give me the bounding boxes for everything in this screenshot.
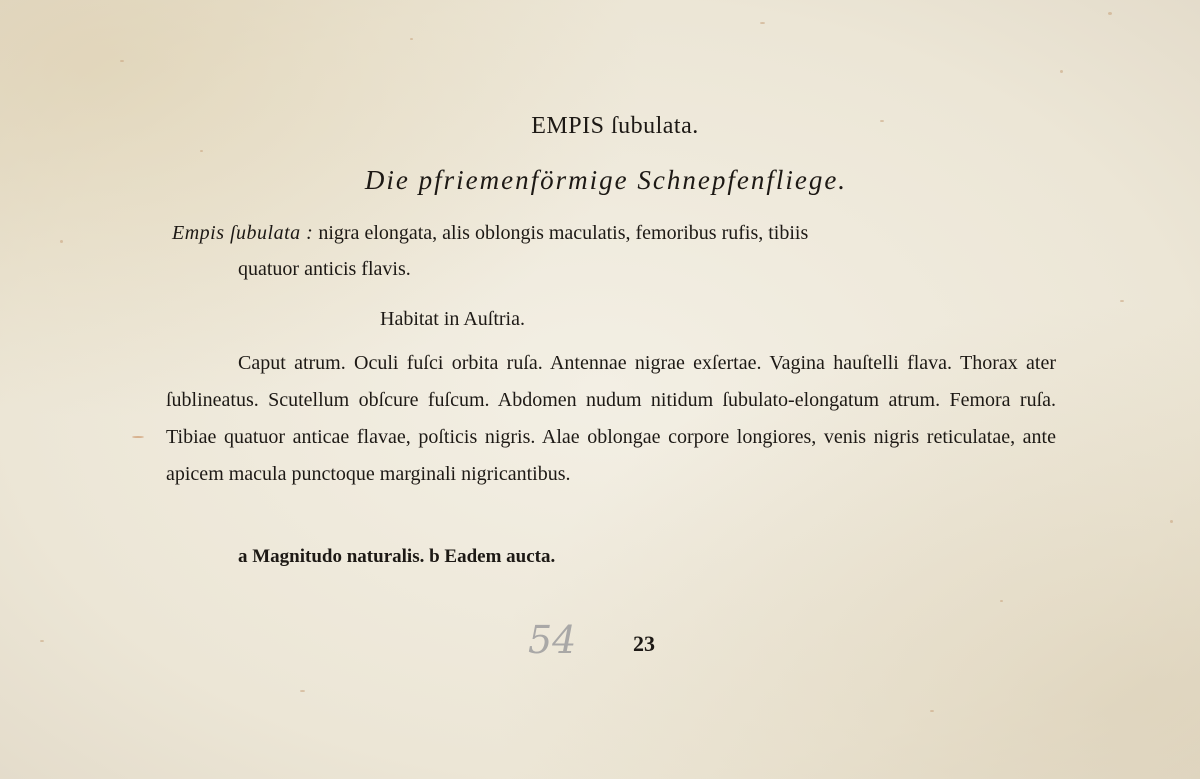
species-label: Empis ſubulata : (172, 222, 314, 244)
figure-caption: a Magnitudo naturalis. b Eadem aucta. (238, 546, 556, 567)
page-number: 23 (633, 631, 655, 656)
habitat-line: Habitat in Auſtria. (380, 308, 525, 330)
paper-fleck (40, 640, 44, 642)
diagnosis-line-2: quatuor anticis flavis. (238, 258, 411, 280)
paper-fleck (1000, 600, 1003, 602)
paper-fleck (300, 690, 305, 692)
paper-fleck (760, 22, 765, 24)
paper-fleck (930, 710, 934, 712)
diagnosis-line-1 (172, 222, 808, 245)
paper-fleck (1060, 70, 1063, 73)
paper-fleck (132, 436, 144, 438)
paper-fleck (1108, 12, 1112, 15)
diagnosis-text: nigra elongata, alis oblongis maculatis, femoribus rufis, tibiis (318, 222, 809, 244)
paper-fleck (120, 60, 124, 62)
paper-fleck (1120, 300, 1124, 302)
page-title: EMPIS ſubulata. (531, 113, 699, 139)
paper-fleck (1170, 520, 1173, 523)
paper-fleck (60, 240, 63, 243)
pencil-annotation: 54 (528, 618, 577, 662)
paper-fleck (200, 150, 203, 152)
description-paragraph: Caput atrum. Oculi fuſci orbita ruſa. Antennae nigrae exſertae. Vagina hauſtelli flava. Thorax ater ſublineatus. Scutellum obſcure fuſcum. Abdomen nudum nitidum ſubulato-elongatum atrum. Femora ruſa. Tibiae quatuor anticae flavae, poſticis nigris. Alae oblongae corpore longiores, venis nigris reticulatae, ante apicem macula punctoque marginali nigricantibus. (166, 352, 1056, 485)
german-common-name: Die pfriemenförmige Schnepfenfliege. (364, 165, 848, 195)
paper-fleck (410, 38, 413, 40)
